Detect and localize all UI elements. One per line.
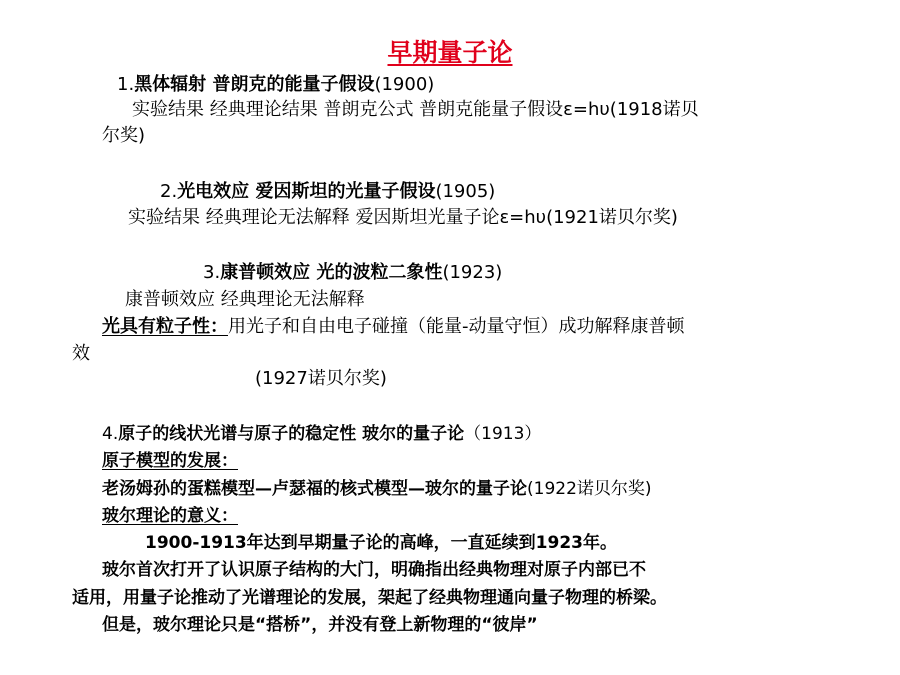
section-1-number: 1.: [117, 74, 135, 95]
page-title: 早期量子论: [387, 38, 513, 67]
section-3-line-1: 康普顿效应 经典理论无法解释: [125, 289, 365, 310]
section-3-heading: [203, 264, 502, 282]
section-3-title: 康普顿效应 光的波粒二象性: [220, 262, 443, 283]
section-3-number: 3.: [203, 262, 221, 283]
section-2-heading: [160, 183, 495, 201]
section-3-nobel: (1927诺贝尔奖): [255, 368, 387, 389]
bohr-meaning-line-1: 1900-1913年达到早期量子论的高峰，一直延续到1923年。: [145, 533, 617, 553]
atom-model-dev-line: [102, 481, 652, 498]
bohr-meaning-line-3: 适用，用量子论推动了光谱理论的发展，架起了经典物理通向量子物理的桥梁。: [72, 588, 667, 608]
particle-nature-label: 光具有粒子性：: [102, 316, 228, 337]
section-3-particle-line: [102, 318, 685, 336]
section-1-year: (1900): [374, 74, 435, 95]
section-4-heading: [102, 426, 541, 443]
section-2-year: (1905): [435, 181, 496, 202]
bohr-meaning-line-2: 玻尔首次打开了认识原子结构的大门，明确指出经典物理对原子内部已不: [102, 560, 646, 580]
section-1-line-1: 实验结果 经典理论结果 普朗克公式 普朗克能量子假设ε=hυ(1918诺贝: [132, 99, 699, 120]
section-4-number: 4.: [102, 424, 119, 444]
bohr-meaning-line-4: 但是，玻尔理论只是“搭桥”，并没有登上新物理的“彼岸”: [102, 615, 538, 635]
atom-model-dev-year: (1922诺贝尔奖): [527, 479, 652, 499]
section-2-title: 光电效应 爱因斯坦的光量子假设: [177, 181, 436, 202]
section-2-number: 2.: [160, 181, 178, 202]
section-4-title: 原子的线状光谱与原子的稳定性 玻尔的量子论: [118, 424, 465, 444]
atom-model-dev-label: 原子模型的发展：: [102, 451, 238, 471]
section-1-title: 黑体辐射 普朗克的能量子假设: [134, 74, 375, 95]
section-1-heading: [117, 76, 434, 94]
section-1-line-2: 尔奖): [102, 125, 146, 146]
bohr-meaning-label: 玻尔理论的意义：: [102, 506, 238, 526]
section-4-year: （1913）: [464, 424, 542, 444]
section-3-particle-line-2: 效: [72, 343, 90, 364]
atom-model-dev-text: 老汤姆孙的蛋糕模型—卢瑟福的核式模型—玻尔的量子论: [102, 479, 527, 499]
section-3-year: (1923): [442, 262, 503, 283]
particle-nature-text: 用光子和自由电子碰撞（能量-动量守恒）成功解释康普顿: [228, 316, 685, 337]
section-2-line-1: 实验结果 经典理论无法解释 爱因斯坦光量子论ε=hυ(1921诺贝尔奖): [128, 207, 678, 228]
